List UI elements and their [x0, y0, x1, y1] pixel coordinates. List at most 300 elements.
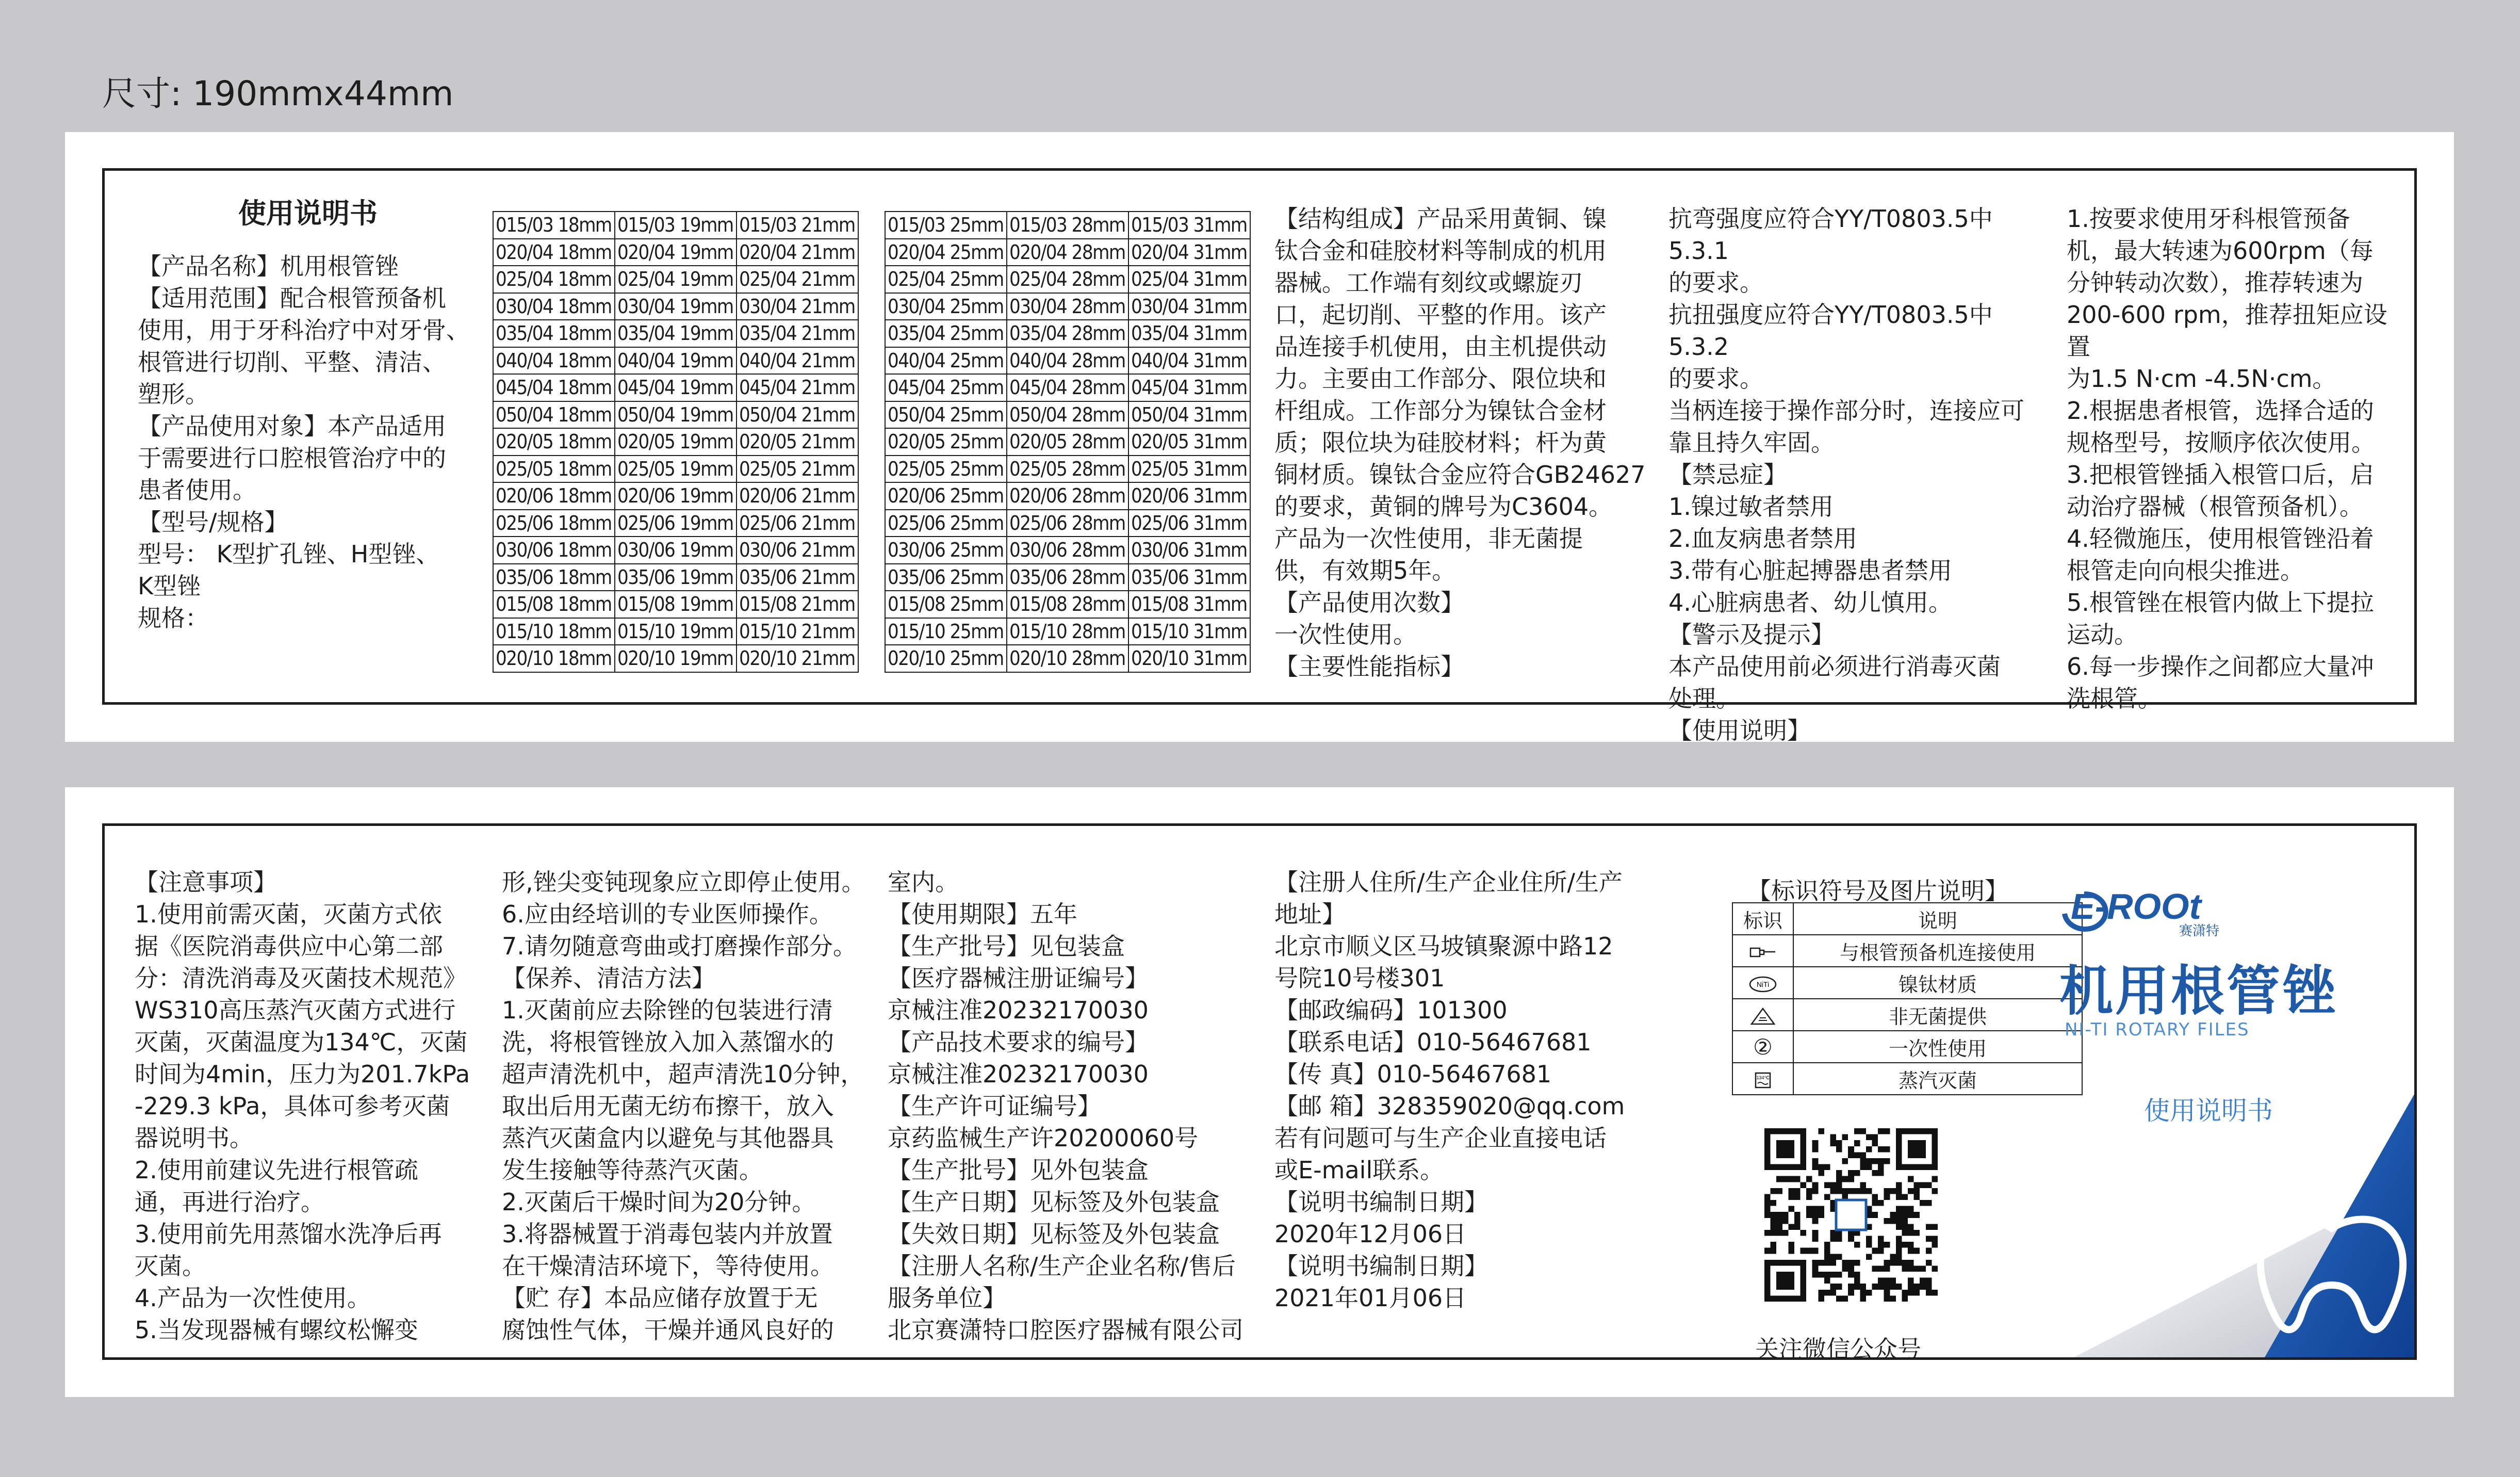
- spec-cell: 015/08 31mm: [1128, 591, 1250, 618]
- text-line: 地址】: [1274, 900, 1346, 928]
- spec-cell: 050/04 28mm: [1007, 401, 1128, 429]
- spec-row: [885, 239, 1250, 266]
- spec-row: [885, 347, 1250, 375]
- spec-cell: 025/06 19mm: [615, 510, 737, 537]
- symbol-table-header: [1732, 903, 2082, 935]
- spec-row: [885, 374, 1250, 401]
- text-line: 铜材质。镍钛合金应符合GB24627: [1274, 461, 1646, 489]
- spec-row: [885, 266, 1250, 293]
- spec-cell: 030/06 31mm: [1128, 537, 1250, 564]
- spec-cell: 020/10 21mm: [737, 645, 858, 672]
- text-line: 口，起切削、平整的作用。该产: [1274, 301, 1607, 329]
- text-line: 3.使用前先用蒸馏水洗净后再: [135, 1220, 442, 1248]
- text-line: 【说明书编制日期】: [1274, 1188, 1488, 1216]
- text-line: 【型号/规格】: [138, 508, 288, 536]
- spec-cell: 020/10 19mm: [615, 645, 737, 672]
- text-line: 【注册人名称/生产企业名称/售后: [888, 1252, 1236, 1280]
- text-line: 品连接手机使用，由主机提供动: [1274, 333, 1607, 361]
- text-line: 型号： K型扩孔锉、H型锉、: [138, 540, 440, 568]
- spec-cell: 045/04 25mm: [885, 374, 1007, 401]
- text-line: 器说明书。: [135, 1124, 253, 1152]
- text-line: 【邮 箱】328359020@qq.com: [1274, 1092, 1625, 1120]
- symbol-row: [1732, 999, 2082, 1031]
- symbol-table: [1732, 902, 2083, 1095]
- steam-sterilization-icon: [1748, 1071, 1777, 1090]
- spec-cell: 035/06 19mm: [615, 564, 737, 591]
- spec-cell: 020/10 31mm: [1128, 645, 1250, 672]
- text-line: 【失效日期】见标签及外包装盒: [888, 1220, 1220, 1248]
- text-line: 规格：: [138, 604, 209, 632]
- spec-cell: 030/06 25mm: [885, 537, 1007, 564]
- spec-cell: 045/04 28mm: [1007, 374, 1128, 401]
- spec-row: [493, 347, 858, 375]
- text-line: 【注册人住所/生产企业住所/生产: [1274, 868, 1623, 896]
- text-line: 5.当发现器械有螺纹松懈变: [135, 1316, 418, 1344]
- text-line: K型锉: [138, 572, 201, 600]
- text-line: 5.根管锉在根管内做上下提拉: [2067, 589, 2374, 616]
- symbol-desc: 非无菌提供: [1793, 999, 2082, 1031]
- text-line: 【注意事项】: [135, 868, 277, 896]
- spec-row: [493, 212, 858, 239]
- spec-cell: 035/04 18mm: [493, 320, 615, 347]
- spec-cell: 035/06 21mm: [737, 564, 858, 591]
- text-line: 北京赛潇特口腔医疗器械有限公司: [888, 1316, 1243, 1344]
- performance-column: [1668, 203, 2040, 746]
- spec-cell: 025/05 19mm: [615, 456, 737, 483]
- qr-caption: 关注微信公众号: [1755, 1335, 1921, 1363]
- text-line: 靠且持久牢固。: [1668, 429, 1835, 457]
- spec-cell: 015/08 19mm: [615, 591, 737, 618]
- spec-row: [493, 591, 858, 618]
- text-line: 根管走向向根尖推进。: [2067, 557, 2304, 585]
- text-line: 200-600 rpm，推荐扭矩应设置: [2067, 301, 2387, 361]
- text-line: 【生产批号】见包装盒: [888, 932, 1125, 960]
- text-line: 为1.5 N·cm -4.5N·cm。: [2067, 365, 2336, 393]
- symbol-row: [1732, 935, 2082, 967]
- text-line: 产品为一次性使用，非无菌提: [1274, 525, 1583, 553]
- spec-row: [885, 591, 1250, 618]
- spec-row: [885, 401, 1250, 429]
- size-label: 尺寸: 190mmx44mm: [102, 74, 454, 113]
- niti-icon: [1748, 975, 1777, 994]
- spec-cell: 025/04 18mm: [493, 266, 615, 293]
- spec-cell: 020/05 18mm: [493, 428, 615, 456]
- text-line: 2.使用前建议先进行根管疏: [135, 1156, 418, 1184]
- text-line: 灭菌，灭菌温度为134℃，灭菌: [135, 1028, 468, 1056]
- text-line: 塑形。: [138, 380, 209, 408]
- spec-cell: 020/06 31mm: [1128, 482, 1250, 510]
- spec-row: [885, 564, 1250, 591]
- text-line: 【邮政编码】101300: [1274, 996, 1508, 1024]
- spec-cell: 020/05 21mm: [737, 428, 858, 456]
- text-line: 1.使用前需灭菌，灭菌方式依: [135, 900, 442, 928]
- spec-cell: 040/04 25mm: [885, 347, 1007, 375]
- text-line: 通，再进行治疗。: [135, 1188, 324, 1216]
- text-line: 【生产许可证编号】: [888, 1092, 1101, 1120]
- spec-cell: 025/06 25mm: [885, 510, 1007, 537]
- spec-row: [493, 564, 858, 591]
- spec-cell: 045/04 19mm: [615, 374, 737, 401]
- spec-cell: 025/05 28mm: [1007, 456, 1128, 483]
- text-line: 3.将器械置于消毒包装内并放置: [502, 1220, 833, 1248]
- spec-cell: 025/06 18mm: [493, 510, 615, 537]
- spec-cell: 015/03 25mm: [885, 212, 1007, 239]
- text-line: 【警示及提示】: [1668, 621, 1835, 648]
- spec-cell: 020/04 25mm: [885, 239, 1007, 266]
- text-line: 患者使用。: [138, 476, 256, 504]
- text-line: 的要求。: [1668, 365, 1763, 393]
- structure-column: [1274, 203, 1651, 683]
- spec-cell: 015/08 18mm: [493, 591, 615, 618]
- spec-cell: 025/06 28mm: [1007, 510, 1128, 537]
- spec-cell: 030/04 31mm: [1128, 293, 1250, 320]
- spec-cell: 015/10 21mm: [737, 618, 858, 645]
- text-line: 2.灭菌后干燥时间为20分钟。: [502, 1188, 816, 1216]
- text-line: 【产品使用次数】: [1274, 589, 1464, 616]
- text-line: 【结构组成】产品采用黄铜、镍: [1274, 205, 1607, 233]
- text-line: 6.应由经培训的专业医师操作。: [502, 900, 833, 928]
- spec-cell: 035/06 28mm: [1007, 564, 1128, 591]
- text-line: 【产品使用对象】本产品适用: [138, 412, 446, 440]
- spec-cell: 030/06 19mm: [615, 537, 737, 564]
- spec-cell: 020/05 25mm: [885, 428, 1007, 456]
- spec-cell: 025/06 31mm: [1128, 510, 1250, 537]
- text-line: 抗扭强度应符合YY/T0803.5中5.3.2: [1668, 301, 1993, 361]
- text-line: 运动。: [2067, 621, 2138, 648]
- spec-cell: 030/06 21mm: [737, 537, 858, 564]
- spec-table-2: [885, 211, 1251, 673]
- spec-cell: 015/03 18mm: [493, 212, 615, 239]
- text-line: 【医疗器械注册证编号】: [888, 964, 1149, 992]
- text-line: 【联系电话】010-56467681: [1274, 1028, 1592, 1056]
- symbol-row: [1732, 967, 2082, 999]
- spec-cell: 025/05 21mm: [737, 456, 858, 483]
- text-line: 在干燥清洁环境下，等待使用。: [502, 1252, 834, 1280]
- text-line: 规格型号，按顺序依次使用。: [2067, 429, 2375, 457]
- wechat-qr-code[interactable]: [1764, 1128, 1938, 1302]
- spec-cell: 035/04 21mm: [737, 320, 858, 347]
- text-line: 钛合金和硅胶材料等制成的机用: [1274, 237, 1607, 265]
- front-panel: [65, 132, 2454, 742]
- spec-cell: 050/04 31mm: [1128, 401, 1250, 429]
- text-line: 3.带有心脏起搏器患者禁用: [1668, 557, 1952, 585]
- spec-cell: 020/06 18mm: [493, 482, 615, 510]
- spec-cell: 020/05 19mm: [615, 428, 737, 456]
- spec-cell: 015/10 25mm: [885, 618, 1007, 645]
- spec-row: [493, 428, 858, 456]
- spec-row: [493, 456, 858, 483]
- symbol-table-title: 【标识符号及图片说明】: [1747, 877, 2008, 905]
- text-line: 的要求。: [1668, 269, 1763, 297]
- spec-cell: 020/10 18mm: [493, 645, 615, 672]
- text-line: 6.每一步操作之间都应大量冲: [2067, 653, 2374, 680]
- spec-cell: 035/06 31mm: [1128, 564, 1250, 591]
- registration-column: [888, 866, 1269, 1346]
- spec-cell: 015/03 21mm: [737, 212, 858, 239]
- spec-cell: 030/04 28mm: [1007, 293, 1128, 320]
- spec-cell: 050/04 21mm: [737, 401, 858, 429]
- brand-logo: [2059, 882, 2286, 938]
- spec-cell: 015/10 28mm: [1007, 618, 1128, 645]
- spec-cell: 035/04 19mm: [615, 320, 737, 347]
- text-line: 腐蚀性气体，干燥并通风良好的: [502, 1316, 834, 1344]
- text-line: 若有问题可与生产企业直接电话: [1274, 1124, 1607, 1152]
- text-line: 4.轻微施压，使用根管锉沿着: [2067, 525, 2374, 553]
- spec-cell: 040/04 21mm: [737, 347, 858, 375]
- text-line: 号院10号楼301: [1274, 964, 1445, 992]
- text-line: 质；限位块为硅胶材料；杆为黄: [1274, 429, 1607, 457]
- symbol-row: [1732, 1031, 2082, 1063]
- spec-row: [493, 401, 858, 429]
- spec-cell: 020/06 21mm: [737, 482, 858, 510]
- symbol-header-desc: 说明: [1793, 903, 2082, 935]
- spec-cell: 030/04 25mm: [885, 293, 1007, 320]
- text-line: 【使用期限】五年: [888, 900, 1077, 928]
- text-line: 【禁忌症】: [1668, 461, 1787, 489]
- spec-cell: 050/04 25mm: [885, 401, 1007, 429]
- spec-cell: 040/04 19mm: [615, 347, 737, 375]
- spec-cell: 050/04 18mm: [493, 401, 615, 429]
- spec-cell: 020/04 18mm: [493, 239, 615, 266]
- text-line: 北京市顺义区马坡镇聚源中路12: [1274, 932, 1613, 960]
- address-column: [1274, 866, 1656, 1314]
- manual-title: 使用说明书: [238, 197, 378, 230]
- spec-cell: 015/08 25mm: [885, 591, 1007, 618]
- spec-cell: 020/10 28mm: [1007, 645, 1128, 672]
- spec-cell: 025/04 21mm: [737, 266, 858, 293]
- brand-manual-label: 使用说明书: [2144, 1096, 2273, 1126]
- front-panel-frame: [102, 168, 2417, 744]
- text-line: 力。主要由工作部分、限位块和: [1274, 365, 1607, 393]
- spec-cell: 035/06 25mm: [885, 564, 1007, 591]
- spec-row: [493, 510, 858, 537]
- spec-cell: 045/04 21mm: [737, 374, 858, 401]
- spec-cell: 050/04 19mm: [615, 401, 737, 429]
- spec-row: [885, 482, 1250, 510]
- spec-cell: 020/06 25mm: [885, 482, 1007, 510]
- spec-cell: 020/05 31mm: [1128, 428, 1250, 456]
- text-line: 形,锉尖变钝现象应立即停止使用。: [502, 868, 865, 896]
- text-line: 根管进行切削、平整、清洁、: [138, 348, 446, 376]
- text-line: 处理。: [1668, 685, 1740, 712]
- text-line: 【产品技术要求的编号】: [888, 1028, 1149, 1056]
- spec-row: [493, 266, 858, 293]
- text-line: 【传 真】010-56467681: [1274, 1060, 1552, 1088]
- text-line: 发生接触等待蒸汽灭菌。: [502, 1156, 763, 1184]
- spec-cell: 045/04 18mm: [493, 374, 615, 401]
- spec-row: [493, 537, 858, 564]
- cleaning-column: [502, 866, 883, 1346]
- spec-cell: 025/05 25mm: [885, 456, 1007, 483]
- spec-cell: 025/05 31mm: [1128, 456, 1250, 483]
- spec-table-1: [493, 211, 859, 673]
- svg-text:134℃: 134℃: [1756, 1075, 1770, 1080]
- spec-row: [885, 320, 1250, 347]
- spec-cell: 015/10 19mm: [615, 618, 737, 645]
- brand-subtitle: NI-TI ROTARY FILES: [2065, 1019, 2250, 1040]
- back-panel-frame: [102, 823, 2417, 1363]
- text-line: 【说明书编制日期】: [1274, 1252, 1488, 1280]
- text-line: 机，最大转速为600rpm（每: [2067, 237, 2374, 265]
- spec-cell: 035/04 31mm: [1128, 320, 1250, 347]
- spec-cell: 030/04 19mm: [615, 293, 737, 320]
- spec-cell: 020/04 19mm: [615, 239, 737, 266]
- text-line: 洗根管。: [2067, 685, 2162, 712]
- spec-cell: 045/04 31mm: [1128, 374, 1250, 401]
- spec-row: [493, 482, 858, 510]
- spec-row: [493, 374, 858, 401]
- text-line: 超声清洗机中，超声清洗10分钟，: [502, 1060, 864, 1088]
- spec-row: [493, 618, 858, 645]
- text-line: 当柄连接于操作部分时，连接应可: [1668, 397, 2024, 425]
- text-line: 分钟转动次数），推荐转速为: [2067, 269, 2363, 297]
- symbol-desc: 蒸汽灭菌: [1793, 1063, 2082, 1095]
- brand-title: 机用根管锉: [2059, 960, 2338, 1022]
- tooth-corner-graphic: [2074, 1027, 2414, 1357]
- spec-cell: 020/06 28mm: [1007, 482, 1128, 510]
- spec-cell: 020/04 31mm: [1128, 239, 1250, 266]
- spec-cell: 020/06 19mm: [615, 482, 737, 510]
- spec-cell: 015/10 31mm: [1128, 618, 1250, 645]
- text-line: 2020年12月06日: [1274, 1220, 1467, 1248]
- text-line: 【使用说明】: [1668, 717, 1811, 744]
- text-line: 杆组成。工作部分为镍钛合金材: [1274, 397, 1607, 425]
- text-line: 2.根据患者根管，选择合适的: [2067, 397, 2374, 425]
- text-line: 取出后用无菌无纺布擦干，放入: [502, 1092, 834, 1120]
- symbol-row: [1732, 1063, 2082, 1095]
- spec-cell: 040/04 18mm: [493, 347, 615, 375]
- spec-cell: 020/05 28mm: [1007, 428, 1128, 456]
- text-line: 于需要进行口腔根管治疗中的: [138, 444, 446, 472]
- spec-cell: 025/05 18mm: [493, 456, 615, 483]
- text-line: 时间为4min，压力为201.7kPa: [135, 1060, 470, 1088]
- text-line: 据《医院消毒供应中心第二部: [135, 932, 443, 960]
- text-line: WS310高压蒸汽灭菌方式进行: [135, 996, 456, 1024]
- spec-cell: 035/04 28mm: [1007, 320, 1128, 347]
- product-info-text: [138, 250, 478, 634]
- symbol-desc: 与根管预备机连接使用: [1793, 935, 2082, 967]
- usage-column: [2067, 203, 2407, 715]
- spec-cell: 035/06 18mm: [493, 564, 615, 591]
- text-line: 1.镍过敏者禁用: [1668, 493, 1834, 521]
- spec-row: [493, 645, 858, 672]
- spec-cell: 035/04 25mm: [885, 320, 1007, 347]
- text-line: 2021年01月06日: [1274, 1284, 1467, 1312]
- handpiece-connection-icon: [1748, 943, 1777, 962]
- text-line: 蒸汽灭菌盒内以避免与其他器具: [502, 1124, 834, 1152]
- text-line: 室内。: [888, 868, 959, 896]
- spec-cell: 025/04 19mm: [615, 266, 737, 293]
- text-line: 分：清洗消毒及灭菌技术规范》: [135, 964, 467, 992]
- non-sterile-icon: [1748, 1007, 1777, 1026]
- spec-cell: 015/10 18mm: [493, 618, 615, 645]
- text-line: 动治疗器械（根管预备机）。: [2067, 493, 2363, 521]
- spec-row: [493, 293, 858, 320]
- spec-cell: 015/08 28mm: [1007, 591, 1128, 618]
- spec-cell: 020/10 25mm: [885, 645, 1007, 672]
- symbol-desc: 一次性使用: [1793, 1031, 2082, 1063]
- text-line: 【生产批号】见外包装盒: [888, 1156, 1149, 1184]
- text-line: 的要求，黄铜的牌号为C3604。: [1274, 493, 1613, 521]
- text-line: 【适用范围】配合根管预备机: [138, 284, 446, 312]
- text-line: 京药监械生产许20200060号: [888, 1124, 1199, 1152]
- spec-cell: 015/03 28mm: [1007, 212, 1128, 239]
- svg-text:E-ROOt: E-ROOt: [2071, 886, 2201, 927]
- text-line: 2.血友病患者禁用: [1668, 525, 1857, 553]
- spec-cell: 025/06 21mm: [737, 510, 858, 537]
- spec-cell: 040/04 28mm: [1007, 347, 1128, 375]
- back-panel: [65, 787, 2454, 1397]
- spec-row: [885, 537, 1250, 564]
- text-line: 【产品名称】机用根管锉: [138, 252, 399, 280]
- text-line: 3.把根管锉插入根管口后，启: [2067, 461, 2374, 489]
- spec-cell: 025/04 31mm: [1128, 266, 1250, 293]
- single-use-icon: ②: [1753, 1034, 1773, 1060]
- text-line: 【贮 存】本品应储存放置于无: [502, 1284, 818, 1312]
- text-line: 4.产品为一次性使用。: [135, 1284, 371, 1312]
- spec-cell: 025/04 25mm: [885, 266, 1007, 293]
- text-line: -229.3 kPa，具体可参考灭菌: [135, 1092, 450, 1120]
- spec-row: [885, 456, 1250, 483]
- text-line: 本产品使用前必须进行消毒灭菌: [1668, 653, 2001, 680]
- spec-cell: 020/04 21mm: [737, 239, 858, 266]
- text-line: 使用，用于牙科治疗中对牙骨、: [138, 316, 470, 344]
- spec-row: [885, 212, 1250, 239]
- text-line: 京械注准20232170030: [888, 996, 1149, 1024]
- symbol-desc: 镍钛材质: [1793, 967, 2082, 999]
- text-line: 【主要性能指标】: [1274, 653, 1464, 680]
- spec-cell: 015/03 31mm: [1128, 212, 1250, 239]
- spec-cell: 030/06 28mm: [1007, 537, 1128, 564]
- text-line: 4.心脏病患者、幼儿慎用。: [1668, 589, 1952, 616]
- text-line: 洗，将根管锉放入加入蒸馏水的: [502, 1028, 834, 1056]
- spec-row: [885, 293, 1250, 320]
- text-line: 京械注准20232170030: [888, 1060, 1149, 1088]
- spec-cell: 020/04 28mm: [1007, 239, 1128, 266]
- text-line: 【保养、清洁方法】: [502, 964, 715, 992]
- svg-text:NiTi: NiTi: [1756, 980, 1770, 988]
- spec-cell: 015/03 19mm: [615, 212, 737, 239]
- precautions-column: [135, 866, 496, 1346]
- svg-text:赛潇特: 赛潇特: [2179, 923, 2220, 939]
- text-line: 7.请勿随意弯曲或打磨操作部分。: [502, 932, 857, 960]
- spec-row: [885, 510, 1250, 537]
- spec-cell: 030/06 18mm: [493, 537, 615, 564]
- spec-row: [493, 239, 858, 266]
- spec-cell: 025/04 28mm: [1007, 266, 1128, 293]
- spec-cell: 015/08 21mm: [737, 591, 858, 618]
- spec-row: [885, 428, 1250, 456]
- text-line: 一次性使用。: [1274, 621, 1417, 648]
- spec-row: [885, 645, 1250, 672]
- text-line: 供，有效期5年。: [1274, 557, 1456, 585]
- text-line: 服务单位】: [888, 1284, 1006, 1312]
- spec-cell: 030/04 18mm: [493, 293, 615, 320]
- text-line: 【生产日期】见标签及外包装盒: [888, 1188, 1220, 1216]
- spec-row: [493, 320, 858, 347]
- text-line: 抗弯强度应符合YY/T0803.5中5.3.1: [1668, 205, 1993, 265]
- spec-cell: 040/04 31mm: [1128, 347, 1250, 375]
- text-line: 灭菌。: [135, 1252, 206, 1280]
- text-line: 器械。工作端有刻纹或螺旋刃: [1274, 269, 1583, 297]
- spec-cell: 030/04 21mm: [737, 293, 858, 320]
- text-line: 1.按要求使用牙科根管预备: [2067, 205, 2350, 233]
- text-line: 或E-mail联系。: [1274, 1156, 1444, 1184]
- spec-row: [885, 618, 1250, 645]
- symbol-header-icon: 标识: [1732, 903, 1793, 935]
- product-info-column: [138, 171, 478, 634]
- text-line: 1.灭菌前应去除锉的包装进行清: [502, 996, 833, 1024]
